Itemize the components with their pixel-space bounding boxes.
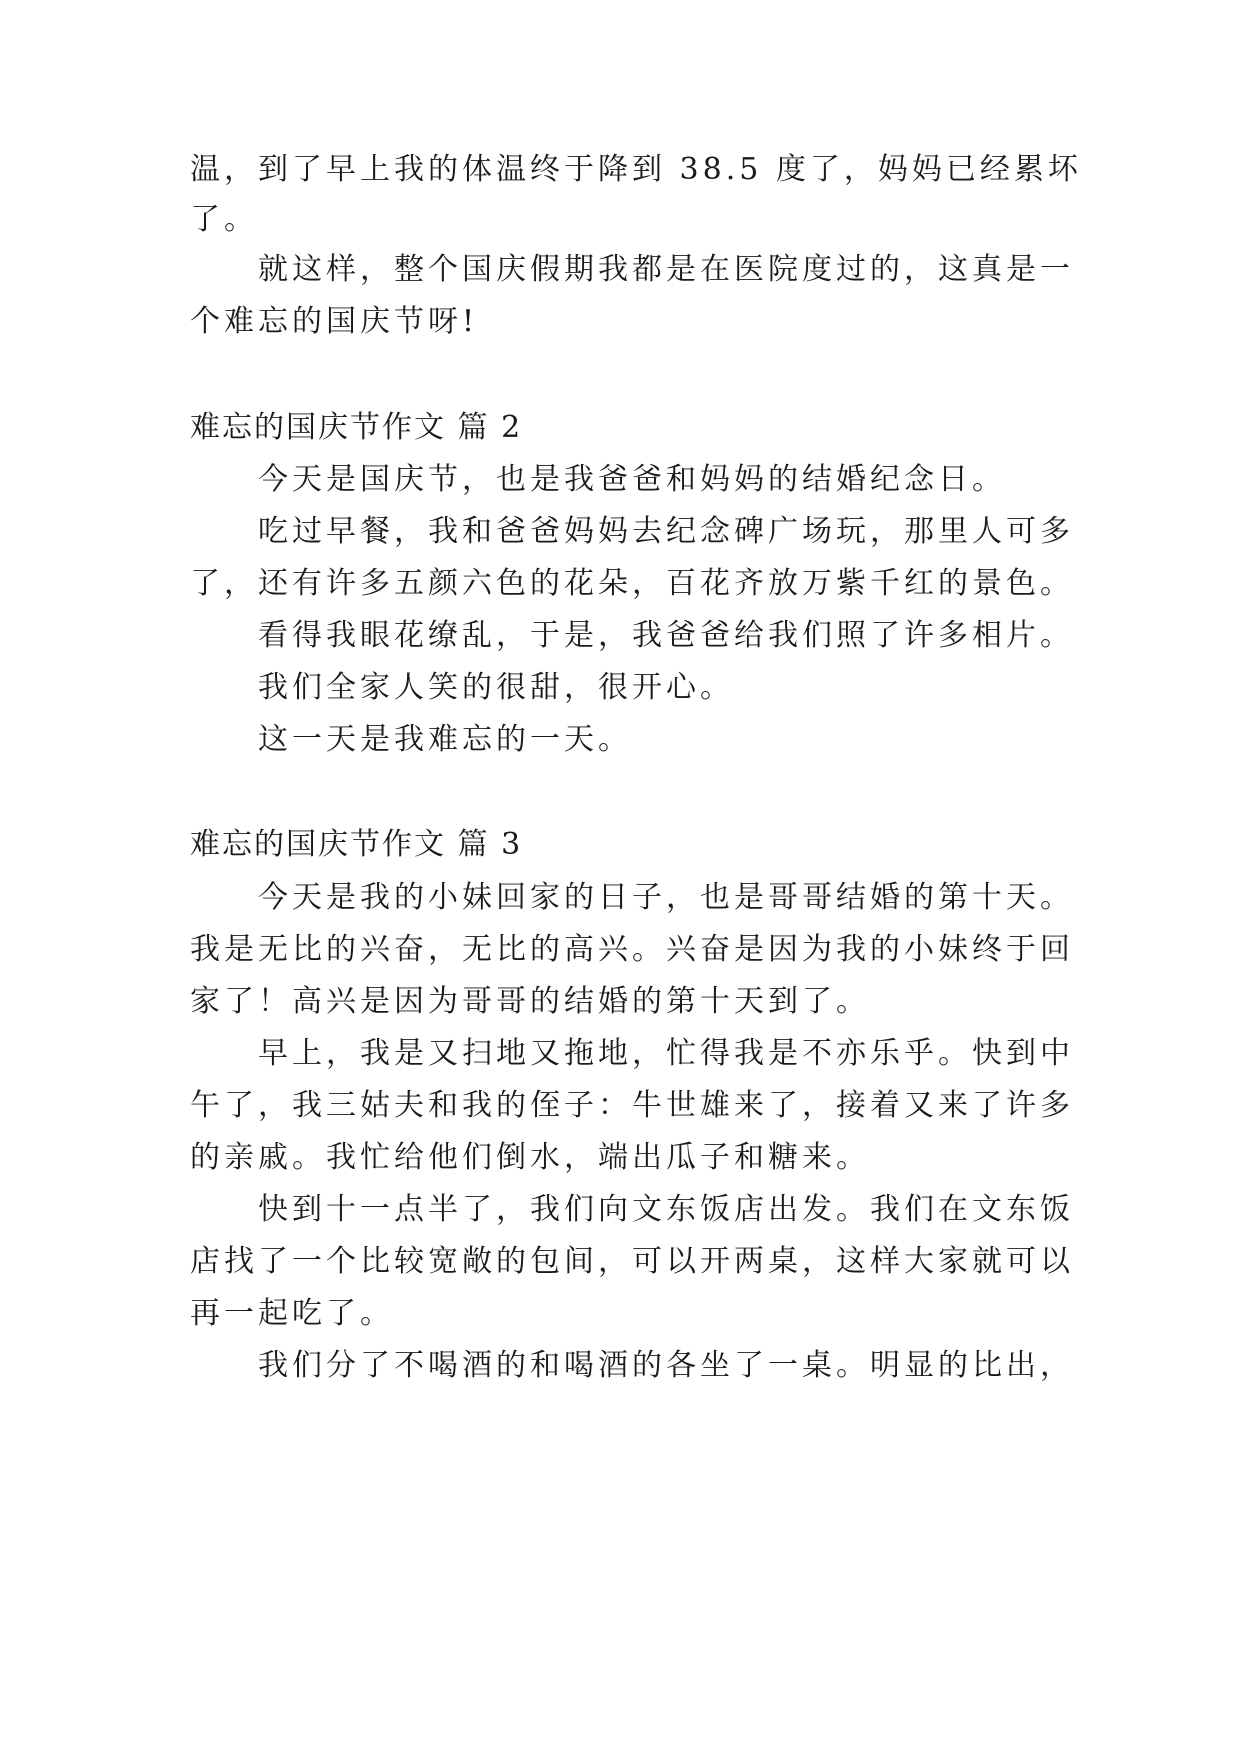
paragraph-line: 这一天是我难忘的一天。 — [258, 722, 632, 757]
paragraph-line: 我是无比的兴奋，无比的高兴。兴奋是因为我的小妹终于回 — [190, 932, 1074, 967]
paragraph-line: 店找了一个比较宽敞的包间，可以开两桌，这样大家就可以 — [190, 1244, 1074, 1279]
paragraph-line: 个难忘的国庆节呀! — [190, 304, 479, 339]
paragraph-line: 了。 — [190, 202, 258, 237]
paragraph-line: 再一起吃了。 — [190, 1296, 394, 1331]
paragraph-line: 看得我眼花缭乱，于是，我爸爸给我们照了许多相片。 — [258, 618, 1074, 653]
paragraph-line: 温，到了早上我的体温终于降到 38.5 度了，妈妈已经累坏 — [190, 152, 1082, 187]
paragraph-line: 早上，我是又扫地又拖地，忙得我是不亦乐乎。快到中 — [258, 1036, 1074, 1071]
paragraph-line: 吃过早餐，我和爸爸妈妈去纪念碑广场玩，那里人可多 — [258, 514, 1074, 549]
paragraph-line: 的亲戚。我忙给他们倒水，端出瓜子和糖来。 — [190, 1140, 870, 1175]
paragraph-line: 就这样，整个国庆假期我都是在医院度过的，这真是一 — [258, 252, 1074, 287]
section-heading: 难忘的国庆节作文 篇 2 — [190, 410, 523, 445]
paragraph-line: 家了！高兴是因为哥哥的结婚的第十天到了。 — [190, 984, 870, 1019]
paragraph-line: 了，还有许多五颜六色的花朵，百花齐放万紫千红的景色。 — [190, 566, 1074, 601]
paragraph-line: 快到十一点半了，我们向文东饭店出发。我们在文东饭 — [258, 1192, 1074, 1227]
paragraph-line: 我们全家人笑的很甜，很开心。 — [258, 670, 734, 705]
section-heading: 难忘的国庆节作文 篇 3 — [190, 827, 523, 862]
paragraph-line: 我们分了不喝酒的和喝酒的各坐了一桌。明显的比出， — [258, 1348, 1074, 1383]
paragraph-line: 午了，我三姑夫和我的侄子：牛世雄来了，接着又来了许多 — [190, 1088, 1074, 1123]
paragraph-line: 今天是国庆节，也是我爸爸和妈妈的结婚纪念日。 — [258, 462, 1006, 497]
paragraph-line: 今天是我的小妹回家的日子，也是哥哥结婚的第十天。 — [258, 880, 1074, 915]
